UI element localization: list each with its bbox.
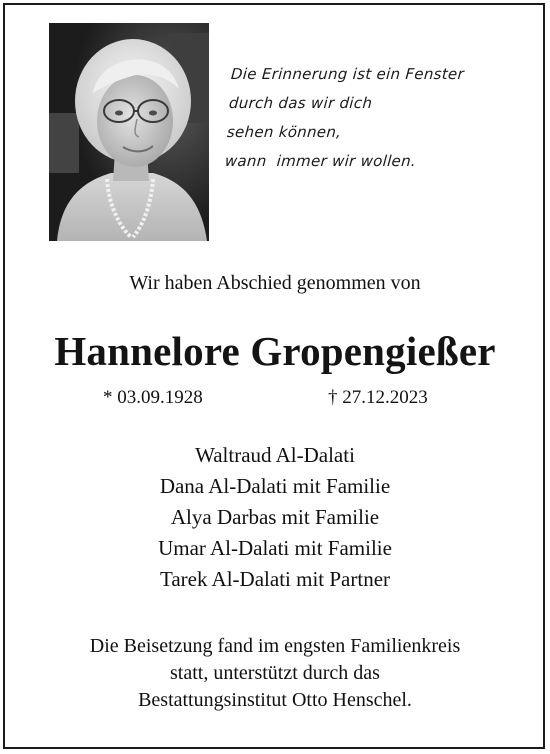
deceased-name: Hannelore Gropengießer [54,328,496,374]
quote-line: durch das wir dich [228,94,373,112]
mourner-entry: Waltraud Al-Dalati [195,443,355,467]
memorial-quote [224,60,532,176]
portrait-photo [49,23,209,241]
birth-date: * 03.09.1928 [103,387,203,408]
notice-line: Die Beisetzung fand im engsten Familienkreis [89,635,461,657]
mourners-list [0,440,550,595]
notice-line: statt, unterstützt durch das [170,662,380,684]
mourner-entry: Dana Al-Dalati mit Familie [159,474,391,498]
quote-line: wann immer wir wollen. [224,152,417,170]
mourner-entry: Umar Al-Dalati mit Familie [158,536,392,560]
notice-line: Bestattungsinstitut Otto Henschel. [138,689,412,711]
quote-line: Die Erinnerung ist ein Fenster [230,65,465,83]
mourner-entry: Tarek Al-Dalati mit Partner [159,567,391,591]
quote-line: sehen können, [226,123,342,141]
portrait-photo-image [49,23,209,241]
intro-text: Wir haben Abschied genommen von [129,272,421,294]
funeral-notice [0,633,550,714]
death-date: † 27.12.2023 [328,387,428,408]
mourner-entry: Alya Darbas mit Familie [170,505,380,529]
